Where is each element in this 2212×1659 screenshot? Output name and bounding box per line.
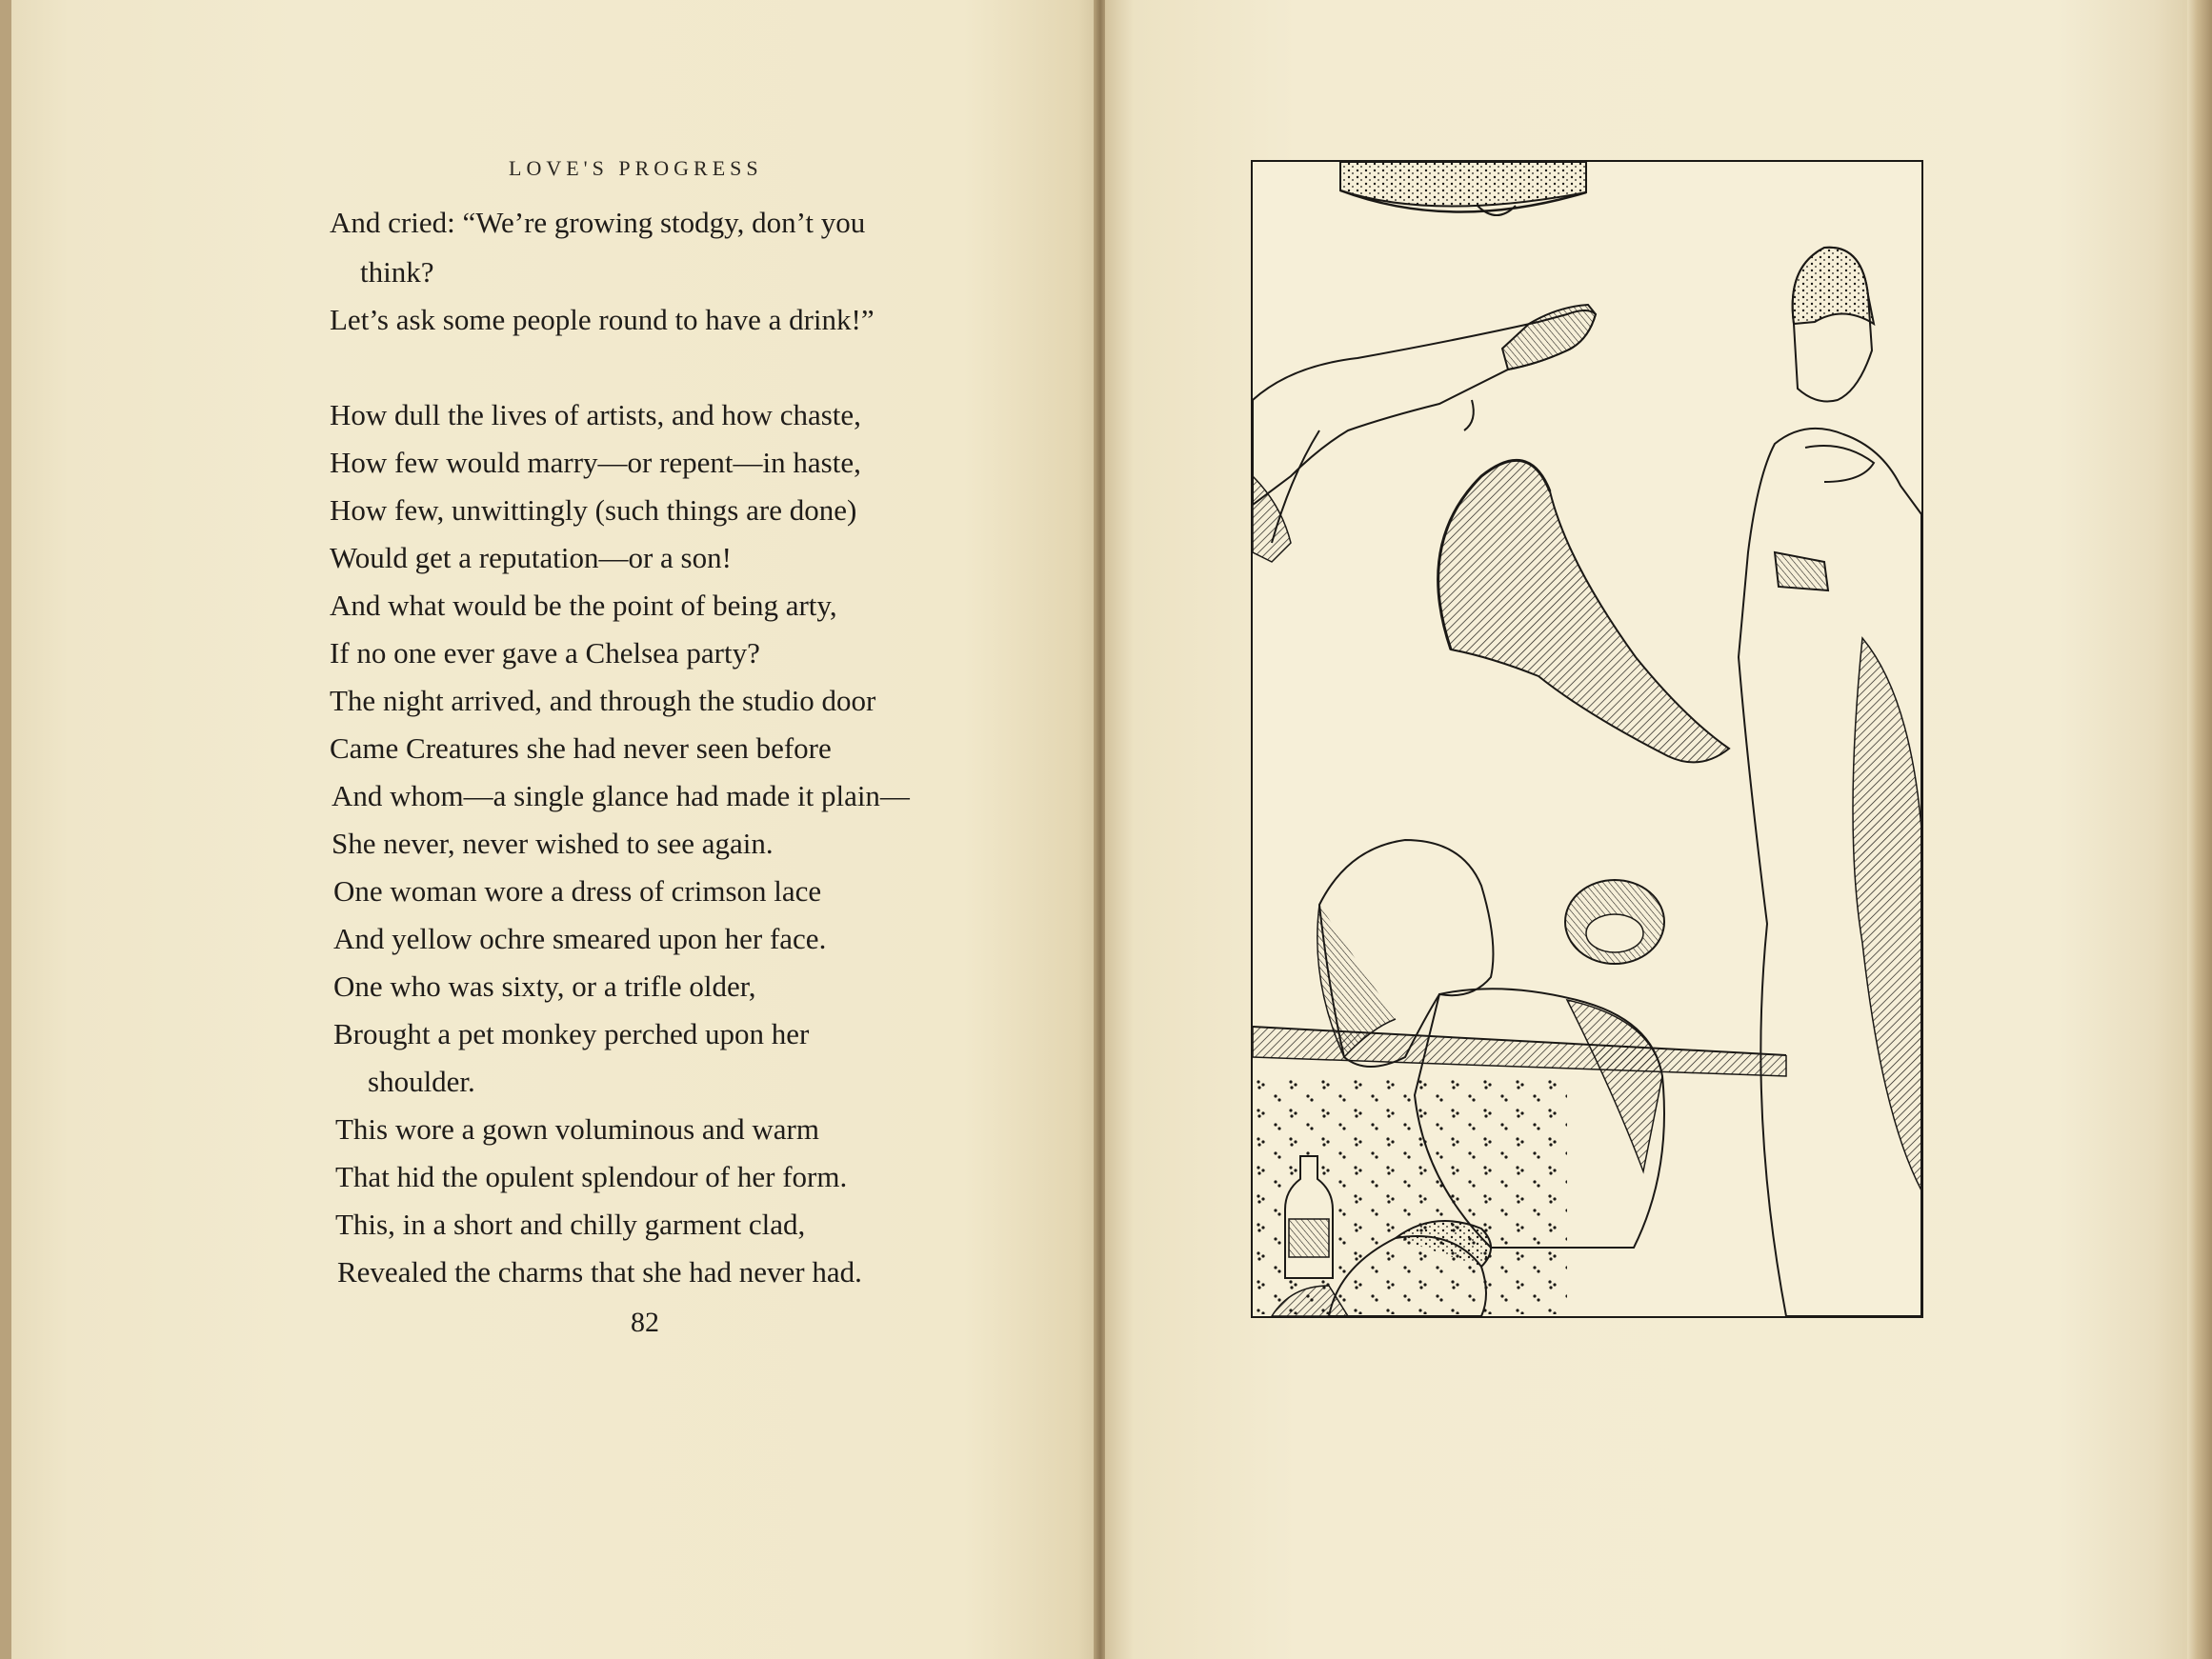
page-number: 82: [631, 1307, 659, 1338]
running-head: LOVE'S PROGRESS: [509, 156, 763, 180]
poem-line: One who was sixty, or a trifle older,: [333, 969, 756, 1003]
poem-line: Would get a reputation—or a son!: [330, 541, 732, 574]
poem-line: And what would be the point of being arty,: [330, 589, 837, 622]
poem-line: This, in a short and chilly garment clad,: [335, 1208, 806, 1241]
poem-line: How dull the lives of artists, and how chaste,: [330, 398, 861, 431]
poem-line: think?: [360, 255, 434, 289]
poem-line: If no one ever gave a Chelsea party?: [330, 636, 760, 670]
poem-line: This wore a gown voluminous and warm: [335, 1112, 819, 1146]
poem-line: One woman wore a dress of crimson lace: [333, 874, 822, 908]
poem-line: Revealed the charms that she had never had.: [337, 1255, 862, 1289]
poem-line: Came Creatures she had never seen before: [330, 731, 832, 765]
poem-line: And whom—a single glance had made it plain—: [332, 779, 910, 812]
poem-line: The night arrived, and through the studio door: [330, 684, 876, 717]
poem-line: And cried: “We’re growing stodgy, don’t you: [330, 206, 866, 239]
poem-line: How few, unwittingly (such things are done): [330, 493, 857, 527]
poem-line: And yellow ochre smeared upon her face.: [333, 922, 827, 955]
illustration-frame: [1251, 160, 1923, 1318]
page-edge: [2187, 0, 2212, 1659]
party-illustration: [1253, 162, 1921, 1316]
left-page: [0, 0, 1097, 1659]
poem-line: She never, never wished to see again.: [332, 827, 774, 860]
lamp-shade: [1340, 162, 1586, 215]
poem-line: shoulder.: [368, 1065, 475, 1098]
bald-head: [1565, 880, 1664, 964]
poem-line: How few would marry—or repent—in haste,: [330, 446, 861, 479]
poem-line: Let’s ask some people round to have a drink!”: [330, 303, 875, 336]
gramophone-horn: [1438, 460, 1729, 762]
poem-line: Brought a pet monkey perched upon her: [333, 1017, 810, 1050]
standing-woman: [1739, 248, 1921, 1316]
poem-line: That hid the opulent splendour of her form.: [335, 1160, 848, 1193]
